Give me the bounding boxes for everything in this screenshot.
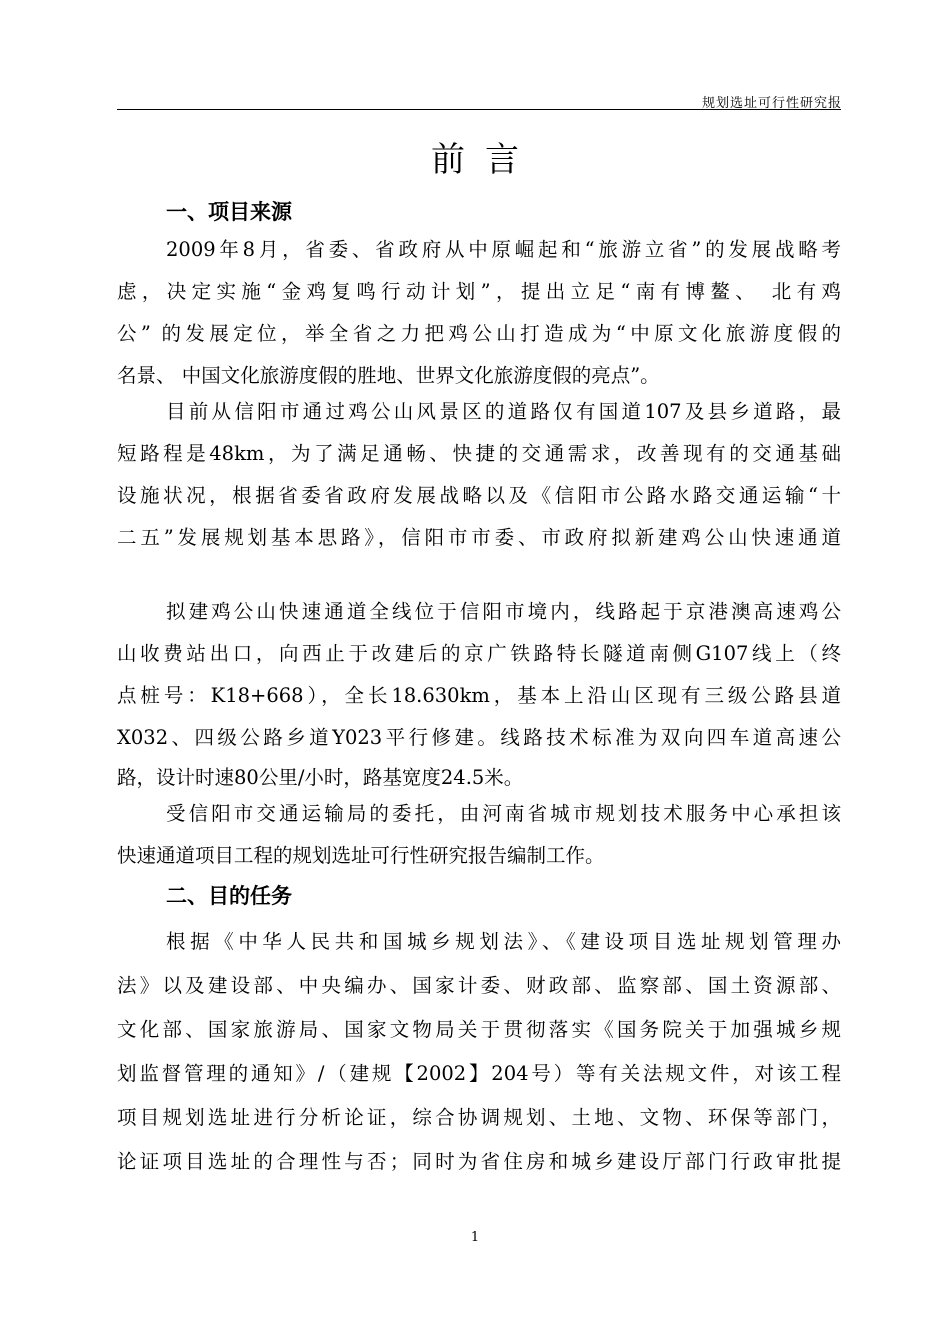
paragraph-line: 划监督管理的通知》/（建规【2002】204号）等有关法规文件，对该工程 [117,1062,841,1085]
header-rule [117,109,841,110]
paragraph-line: 论证项目选址的合理性与否；同时为省住房和城乡建设厅部门行政审批提 [117,1150,841,1173]
paragraph-line: 目前从信阳市通过鸡公山风景区的道路仅有国道107及县乡道路，最 [166,400,841,423]
paragraph-line: 设施状况，根据省委省政府发展战略以及《信阳市公路水路交通运输“十 [117,484,841,507]
paragraph-line: 快速通道项目工程的规划选址可行性研究报告编制工作。 [117,844,605,867]
page-title: 前言 [431,140,539,180]
paragraph-line: 山收费站出口，向西止于改建后的京广铁路特长隧道南侧G107线上（终 [117,642,841,665]
paragraph-line: 公” 的发展定位，举全省之力把鸡公山打造成为“中原文化旅游度假的 [117,322,841,345]
paragraph-line: 2009年8月，省委、省政府从中原崛起和“旅游立省”的发展战略考 [166,238,841,261]
paragraph-line: X032、四级公路乡道Y023平行修建。线路技术标准为双向四车道高速公 [117,726,841,749]
section-heading-1: 一、项目来源 [166,200,292,224]
paragraph-line: 文化部、国家旅游局、国家文物局关于贯彻落实《国务院关于加强城乡规 [117,1018,841,1041]
paragraph-line: 路，设计时速80公里/小时，路基宽度24.5米。 [117,766,524,789]
page-number: 1 [470,1230,480,1245]
paragraph-line: 虑，决定实施“金鸡复鸣行动计划”，提出立足“南有博鳌、 北有鸡 [117,280,841,303]
paragraph-line: 名景、 中国文化旅游度假的胜地、世界文化旅游度假的亮点”。 [117,364,660,387]
paragraph-line: 受信阳市交通运输局的委托，由河南省城市规划技术服务中心承担该 [166,802,841,825]
paragraph-line: 点桩号：K18+668），全长18.630km，基本上沿山区现有三级公路县道 [117,684,841,707]
paragraph-line: 项目规划选址进行分析论证，综合协调规划、土地、文物、环保等部门， [117,1106,841,1129]
section-heading-2: 二、目的任务 [166,884,292,908]
paragraph-line: 根据《中华人民共和国城乡规划法》、《建设项目选址规划管理办 [166,930,841,953]
paragraph-line: 短路程是48km，为了满足通畅、快捷的交通需求，改善现有的交通基础 [117,442,841,465]
running-header: 规划选址可行性研究报 [701,96,842,111]
paragraph-line: 二五”发展规划基本思路》，信阳市市委、市政府拟新建鸡公山快速通道 [117,526,841,549]
paragraph-line: 拟建鸡公山快速通道全线位于信阳市境内，线路起于京港澳高速鸡公 [166,600,841,623]
paragraph-line: 法》以及建设部、中央编办、国家计委、财政部、监察部、国土资源部、 [117,974,841,997]
